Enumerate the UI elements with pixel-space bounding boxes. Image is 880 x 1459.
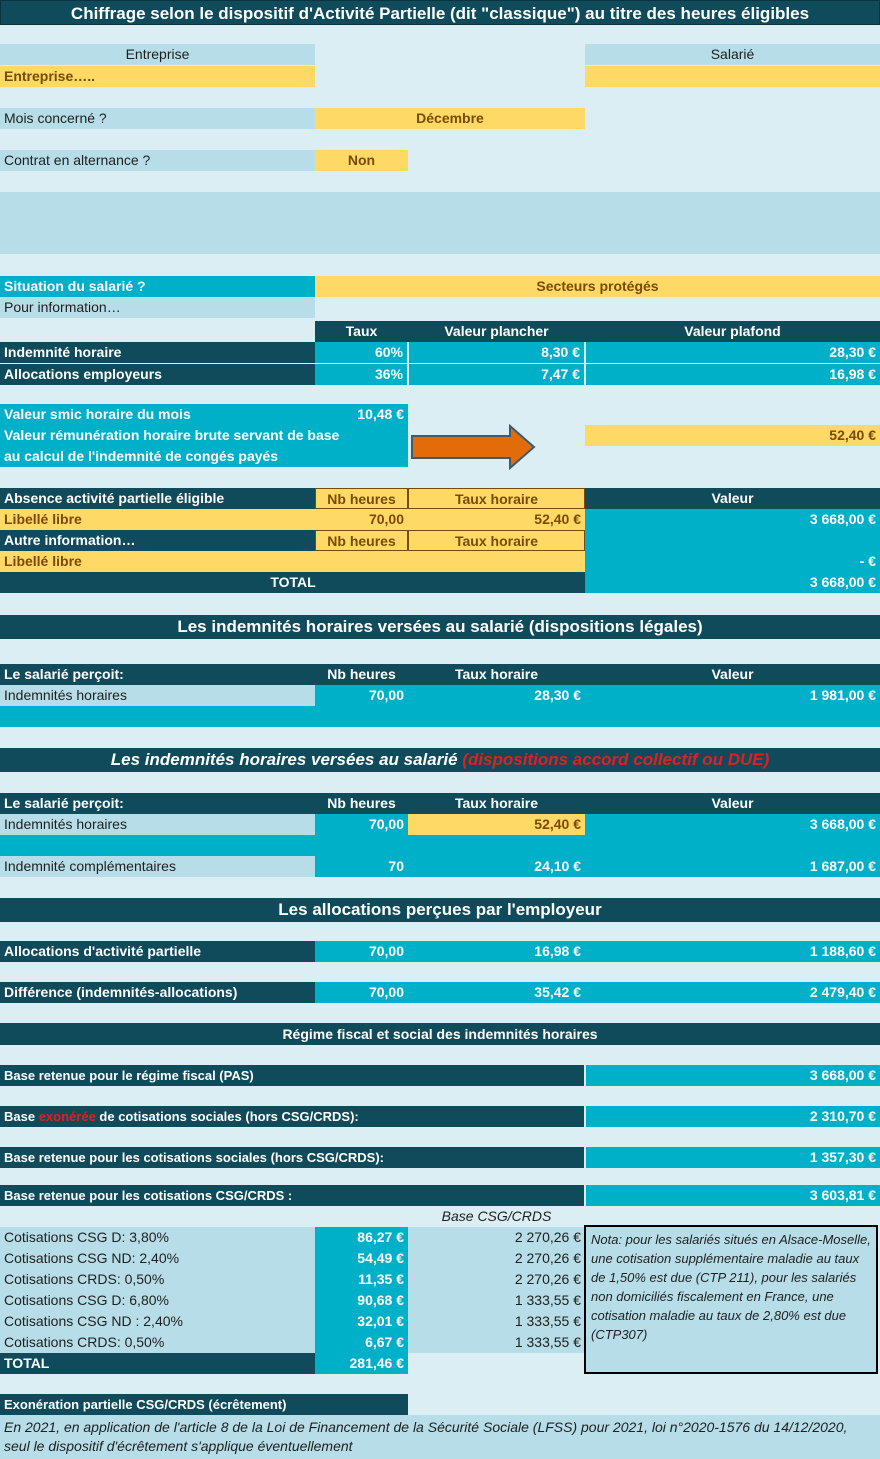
employeur-diff-label: Différence (indemnités-allocations) [0,982,315,1003]
regime-section-title: Régime fiscal et social des indemnités horaires [0,1023,880,1045]
rates-row-label: Allocations employeurs [0,364,315,385]
rates-row-taux: 36% [315,364,407,385]
soc-value: 1 357,30 € [586,1147,880,1168]
accord-compl-label: Indemnité complémentaires [0,856,315,877]
employeur-diff-valeur: 2 479,40 € [585,982,880,1003]
cotisation-row-base: 1 333,55 € [408,1290,585,1311]
situation-select[interactable]: Secteurs protégés [315,276,880,297]
employeur-diff-taux: 35,42 € [408,982,585,1003]
autre-info-label: Autre information… [0,530,315,551]
cotisation-row-base: 1 333,55 € [408,1311,585,1332]
exo-value: 2 310,70 € [586,1106,880,1127]
cotisation-row-label: Cotisations CSG ND : 2,40% [0,1311,315,1332]
accord-section-title [0,748,880,772]
autre-col-nb: Nb heures [315,530,408,551]
rates-row-plancher: 7,47 € [409,364,584,385]
accord-row-valeur: 3 668,00 € [585,814,880,835]
employeur-diff-nb: 70,00 [315,982,408,1003]
cotisation-row-label: Cotisations CRDS: 0,50% [0,1269,315,1290]
exo-label-red: exonérée [38,1109,96,1124]
csg-value: 3 603,81 € [586,1185,880,1206]
smic-label: Valeur smic horaire du mois [0,404,330,425]
autre-col-taux: Taux horaire [408,530,585,551]
accord-col-taux: Taux horaire [408,793,585,814]
legal-col-nb: Nb heures [315,664,408,685]
employeur-alloc-taux: 16,98 € [408,941,585,962]
accord-col-valeur: Valeur [585,793,880,814]
rates-row-plafond: 28,30 € [586,342,880,363]
absence-row-nb[interactable]: 70,00 [315,509,408,530]
rates-row-label: Indemnité horaire [0,342,315,363]
legal-section-title: Les indemnités horaires versées au salarié (dispositions légales) [0,615,880,639]
mois-select[interactable]: Décembre [315,108,585,129]
alternance-label: Contrat en alternance ? [0,150,315,171]
rates-row-taux: 60% [315,342,407,363]
cotisations-total-value: 281,46 € [315,1353,408,1374]
situation-label: Situation du salarié ? [0,276,315,297]
total-value: 3 668,00 € [585,572,880,593]
base-csg-header: Base CSG/CRDS [441,1208,552,1224]
absence-col-valeur: Valeur [585,488,880,509]
remun-label-line1: Valeur rémunération horaire brute servant de base [0,425,408,446]
alternance-select[interactable]: Non [315,150,408,171]
soc-label: Base retenue pour les cotisations sociales (hors CSG/CRDS): [0,1147,584,1168]
absence-col-taux: Taux horaire [408,488,585,509]
absence-row-label[interactable]: Libellé libre [0,509,315,530]
cotisation-row-label: Cotisations CRDS: 0,50% [0,1332,315,1353]
employeur-alloc-label: Allocations d'activité partielle [0,941,315,962]
blank-band [0,192,880,254]
cotisation-row-base: 1 333,55 € [408,1332,585,1353]
rates-row-plancher: 8,30 € [409,342,584,363]
accord-row-nb: 70,00 [315,814,408,835]
right-arrow-icon [410,424,538,470]
absence-row-taux[interactable]: 52,40 € [408,509,585,530]
accord-title-main: Les indemnités horaires versées au salarié [110,750,458,769]
smic-value: 10,48 € [330,404,408,425]
entreprise-header: Entreprise [0,44,315,65]
rates-col-taux: Taux [315,321,408,342]
accord-spacer-row [0,835,880,856]
cotisation-row-montant: 6,67 € [315,1332,408,1353]
absence-header-label: Absence activité partielle éligible [0,488,315,509]
page-title: Chiffrage selon le dispositif d'Activité Partielle (dit "classique") au titre des heures éligibles [0,0,880,25]
legal-header-label: Le salarié perçoit: [0,664,315,685]
remun-value[interactable]: 52,40 € [585,425,880,446]
accord-compl-nb: 70 [315,856,408,877]
cotisation-row-montant: 54,49 € [315,1248,408,1269]
mois-label: Mois concerné ? [0,108,315,129]
accord-title-red: (dispositions accord collectif ou DUE) [462,750,770,769]
accord-compl-valeur: 1 687,00 € [585,856,880,877]
legal-col-taux: Taux horaire [408,664,585,685]
employeur-alloc-nb: 70,00 [315,941,408,962]
absence-row-valeur: 3 668,00 € [585,509,880,530]
autre-row-valeur: - € [585,551,880,572]
cotisation-row-label: Cotisations CSG D: 6,80% [0,1290,315,1311]
accord-row-label: Indemnités horaires [0,814,315,835]
legal-row-taux: 28,30 € [408,685,585,706]
pas-label: Base retenue pour le régime fiscal (PAS) [0,1065,584,1086]
cotisation-row-montant: 86,27 € [315,1227,408,1248]
entreprise-input[interactable]: Entreprise….. [0,66,315,87]
cotisation-row-base: 2 270,26 € [408,1269,585,1290]
info-label: Pour information… [0,297,315,318]
autre-row-label[interactable]: Libellé libre [0,551,315,572]
exoneration-text: En 2021, en application de l'article 8 de la Loi de Financement de la Sécurité Sociale (LFSS) pour 2021, loi n°2020-1576 du 14/12/2020, seul le dispositif d'écrêtement s'applique éventuellement [0,1415,880,1459]
legal-row-nb: 70,00 [315,685,408,706]
cotisation-row-base: 2 270,26 € [408,1248,585,1269]
rates-col-plafond: Valeur plafond [585,321,880,342]
exo-label-pre: Base [4,1109,36,1124]
exoneration-label: Exonération partielle CSG/CRDS (écrêtement) [0,1394,408,1415]
accord-row-taux-input[interactable]: 52,40 € [408,814,585,835]
csg-label: Base retenue pour les cotisations CSG/CRDS : [0,1185,584,1206]
accord-header-label: Le salarié perçoit: [0,793,315,814]
cotisation-row-montant: 32,01 € [315,1311,408,1332]
legal-spacer-row [0,706,880,727]
total-label: TOTAL [230,572,356,593]
accord-col-nb: Nb heures [315,793,408,814]
accord-compl-taux: 24,10 € [408,856,585,877]
rates-col-plancher: Valeur plancher [408,321,585,342]
legal-row-label: Indemnités horaires [0,685,315,706]
cotisation-row-montant: 11,35 € [315,1269,408,1290]
nota-box: Nota: pour les salariés situés en Alsace-Moselle, une cotisation supplémentaire maladie au taux de 1,50% est due (CTP 211), pour les salariés non domiciliés fiscalement en France, une cotisation maladie au taux de 2,80% est due (CTP307) [584,1225,878,1374]
exo-label [0,1106,584,1127]
exo-label-post: de cotisations sociales (hors CSG/CRDS): [99,1109,359,1124]
cotisation-row-montant: 90,68 € [315,1290,408,1311]
cotisations-total-label: TOTAL [0,1353,315,1374]
cotisation-row-base: 2 270,26 € [408,1227,585,1248]
remun-label-line2: au calcul de l'indemnité de congés payés [0,446,408,467]
salarie-header: Salarié [585,44,880,65]
cotisation-row-label: Cotisations CSG D: 3,80% [0,1227,315,1248]
cotisation-row-label: Cotisations CSG ND: 2,40% [0,1248,315,1269]
employeur-alloc-valeur: 1 188,60 € [585,941,880,962]
legal-row-valeur: 1 981,00 € [585,685,880,706]
pas-value: 3 668,00 € [586,1065,880,1086]
absence-col-nb: Nb heures [315,488,408,509]
rates-row-plafond: 16,98 € [586,364,880,385]
legal-col-valeur: Valeur [585,664,880,685]
salarie-input[interactable] [585,66,880,87]
autre-row-input[interactable] [315,551,585,572]
employeur-section-title: Les allocations perçues par l'employeur [0,898,880,922]
